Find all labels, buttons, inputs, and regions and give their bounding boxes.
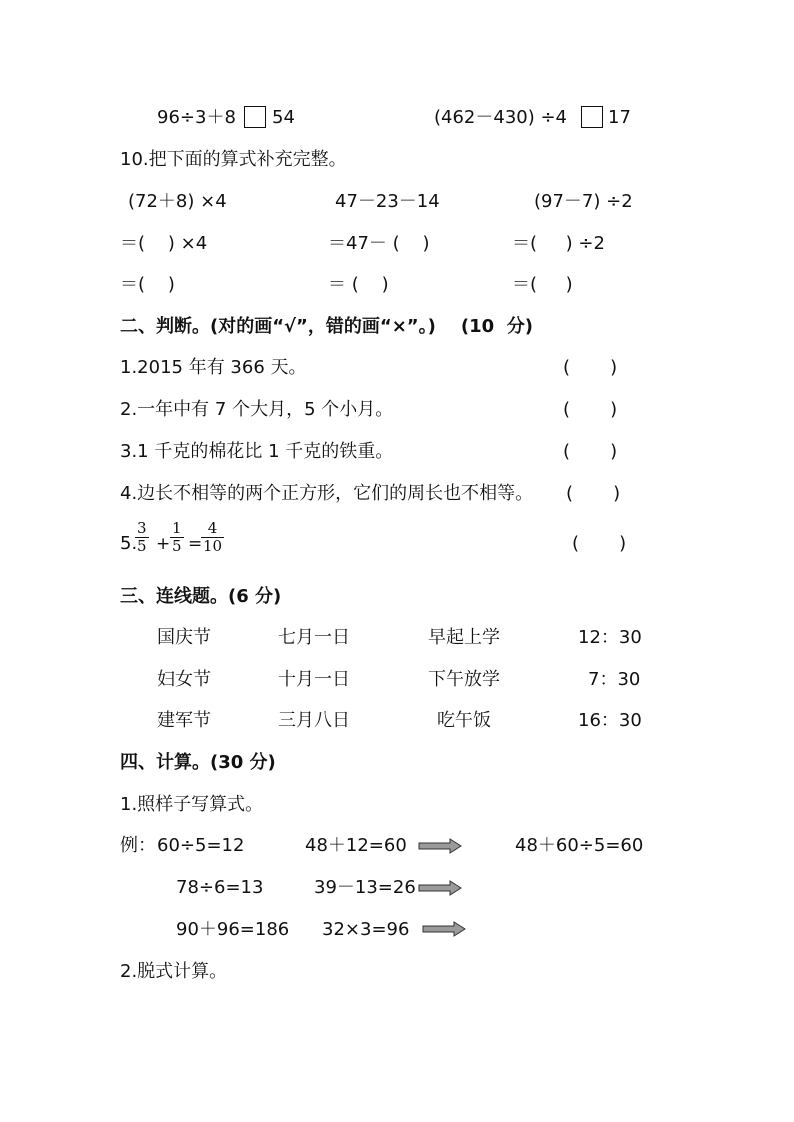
section4-sub1: 1.照样子写算式。 bbox=[120, 794, 264, 815]
calc-row2-b: 39－13=26 bbox=[314, 877, 416, 898]
judge-item-2: 2.一年中有 7 个大月，5 个小月。 bbox=[120, 399, 394, 420]
fraction-denominator: 5 bbox=[137, 537, 147, 555]
fraction-1-5 bbox=[170, 520, 184, 555]
q10-col2-line1: 47－23－14 bbox=[335, 191, 440, 212]
match-holiday-1[interactable]: 国庆节 bbox=[157, 627, 211, 648]
judge-paren-4[interactable]: ( ) bbox=[566, 483, 621, 504]
match-activity-1[interactable]: 早起上学 bbox=[428, 627, 500, 648]
q10-col3-line1: (97－7) ÷2 bbox=[534, 191, 633, 212]
q10-title: 10.把下面的算式补充完整。 bbox=[120, 149, 347, 170]
arrow-right-icon bbox=[422, 920, 466, 938]
section4-sub2: 2.脱式计算。 bbox=[120, 961, 228, 982]
plus-sign: + bbox=[156, 534, 171, 554]
fraction-denominator: 10 bbox=[203, 537, 223, 555]
calc-row1-b: 48＋12=60 bbox=[305, 835, 407, 856]
section2-title: 二、判断。(对的画“√”，错的画“×”。) (10 分) bbox=[120, 316, 533, 337]
judge-item-4: 4.边长不相等的两个正方形，它们的周长也不相等。 bbox=[120, 483, 534, 504]
judge-item-5-prefix: 5. bbox=[120, 533, 138, 554]
calc-row1-a: 60÷5=12 bbox=[157, 835, 245, 856]
judge-paren-5[interactable]: ( ) bbox=[572, 533, 627, 554]
calc-row2-a: 78÷6=13 bbox=[176, 877, 264, 898]
match-holiday-2[interactable]: 妇女节 bbox=[157, 669, 211, 690]
match-time-1[interactable]: 12：30 bbox=[578, 627, 642, 648]
top-right-expression: (462－430) ÷4 bbox=[434, 107, 568, 128]
answer-box-left[interactable] bbox=[244, 106, 266, 128]
q10-col1-line2: ＝( ) ×4 bbox=[120, 233, 208, 254]
fraction-denominator: 5 bbox=[172, 537, 182, 555]
match-date-1[interactable]: 七月一日 bbox=[278, 627, 350, 648]
match-time-2[interactable]: 7：30 bbox=[588, 669, 641, 690]
fraction-4-10 bbox=[201, 520, 224, 555]
top-left-expression: 96÷3＋8 bbox=[157, 107, 236, 128]
section4-title: 四、计算。(30 分) bbox=[120, 752, 276, 773]
answer-box-right[interactable] bbox=[581, 106, 603, 128]
example-label: 例： bbox=[120, 835, 156, 856]
q10-col3-line3: ＝( ) bbox=[512, 274, 573, 295]
top-left-rhs: 54 bbox=[272, 107, 295, 128]
match-time-3[interactable]: 16：30 bbox=[578, 710, 642, 731]
q10-col2-line2: ＝47－ ( ) bbox=[328, 233, 430, 254]
fraction-numerator: 4 bbox=[207, 519, 218, 537]
q10-col3-line2: ＝( ) ÷2 bbox=[512, 233, 605, 254]
judge-paren-3[interactable]: ( ) bbox=[563, 441, 618, 462]
match-activity-3[interactable]: 吃午饭 bbox=[437, 710, 491, 731]
match-date-3[interactable]: 三月八日 bbox=[278, 710, 350, 731]
top-right-rhs: 17 bbox=[608, 107, 631, 128]
arrow-right-icon bbox=[418, 837, 462, 855]
fraction-numerator: 1 bbox=[172, 519, 182, 537]
section3-title: 三、连线题。(6 分) bbox=[120, 586, 282, 607]
q10-col2-line3: ＝ ( ) bbox=[328, 274, 389, 295]
arrow-right-icon bbox=[418, 879, 462, 897]
judge-item-1: 1.2015 年有 366 天。 bbox=[120, 357, 307, 378]
fraction-3-5 bbox=[135, 520, 149, 555]
equals-sign: = bbox=[188, 534, 203, 554]
judge-paren-2[interactable]: ( ) bbox=[563, 399, 618, 420]
fraction-numerator: 3 bbox=[137, 519, 147, 537]
judge-item-3: 3.1 千克的棉花比 1 千克的铁重。 bbox=[120, 441, 394, 462]
q10-col1-line1: (72＋8) ×4 bbox=[128, 191, 227, 212]
calc-row3-b: 32×3=96 bbox=[322, 919, 410, 940]
match-holiday-3[interactable]: 建军节 bbox=[157, 710, 211, 731]
match-activity-2[interactable]: 下午放学 bbox=[428, 669, 500, 690]
judge-paren-1[interactable]: ( ) bbox=[563, 357, 618, 378]
q10-col1-line3: ＝( ) bbox=[120, 274, 175, 295]
calc-row1-c: 48＋60÷5=60 bbox=[515, 835, 644, 856]
match-date-2[interactable]: 十月一日 bbox=[278, 669, 350, 690]
calc-row3-a: 90＋96=186 bbox=[176, 919, 290, 940]
